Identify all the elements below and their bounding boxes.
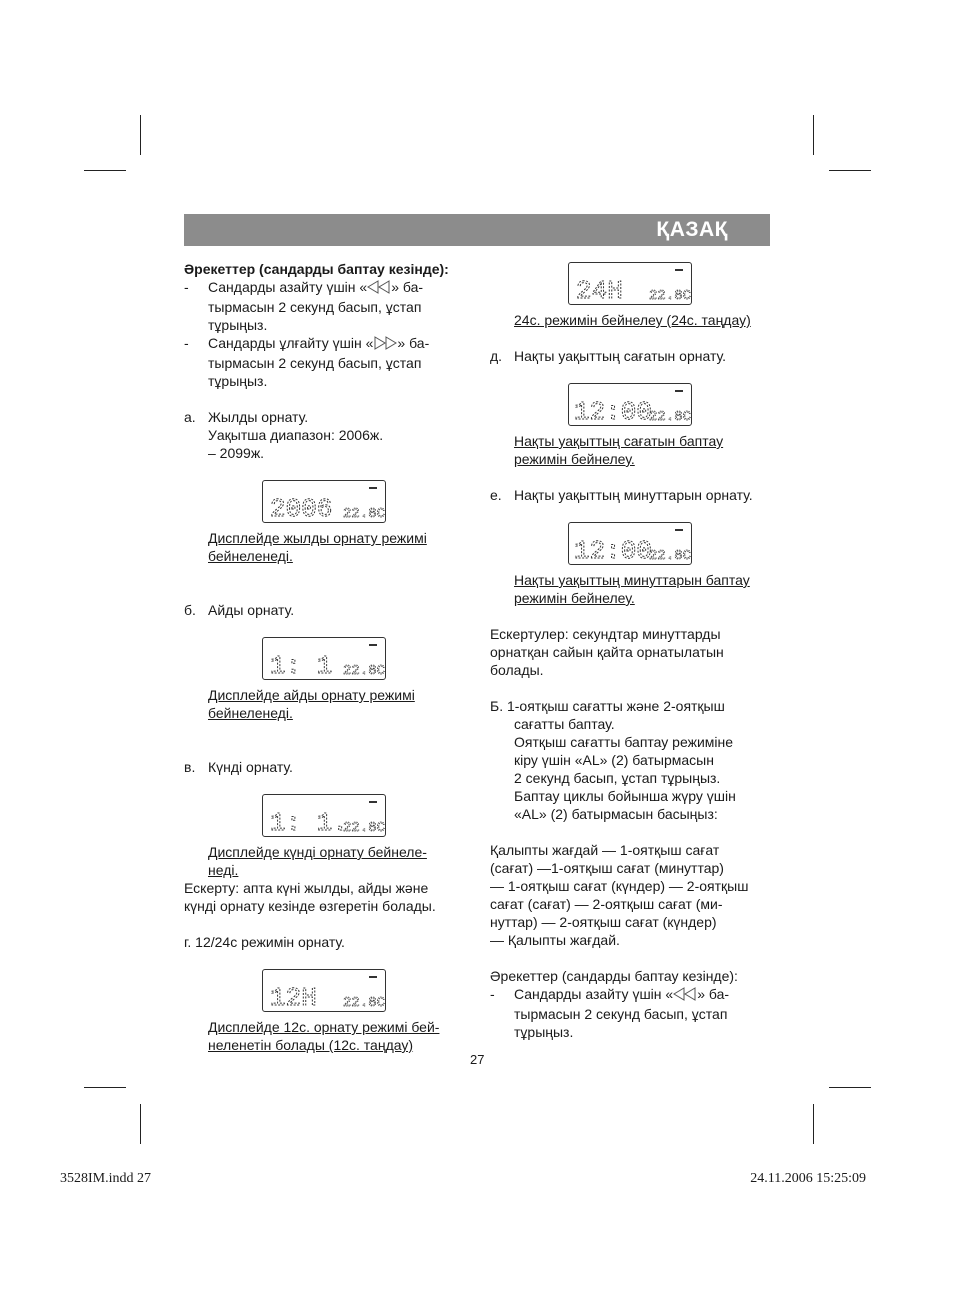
note-line: Ескертулер: секундтар минуттарды bbox=[490, 626, 721, 642]
item-text: » ба- bbox=[397, 335, 430, 351]
display-temperature: 22.8C bbox=[649, 409, 692, 425]
step-text: Б. 1-оятқыш сағатты және 2-оятқыш bbox=[490, 698, 725, 714]
step-text: сағатты баптау. bbox=[514, 716, 615, 732]
display-main-digits: 12:00 bbox=[574, 397, 653, 427]
lcd-display-12h bbox=[262, 969, 386, 1012]
display-temperature: 22.8C bbox=[343, 663, 386, 679]
note-line: күнді орнату кезінде өзгеретін болады. bbox=[184, 898, 436, 914]
step-text: «AL» (2) батырмасын басыңыз: bbox=[514, 806, 718, 822]
section-heading: Әрекеттер (сандарды баптау кезінде): bbox=[490, 968, 738, 984]
item-text: Сандарды азайту үшін « bbox=[514, 986, 674, 1002]
caption-line: режимін бейнелеу. bbox=[514, 590, 635, 606]
display-caption bbox=[184, 843, 472, 879]
step-text: Жылды орнату. bbox=[208, 409, 309, 425]
note-line: орнатқан сайын қайта орнатылатын bbox=[490, 644, 724, 660]
display-temperature: 22.8C bbox=[343, 995, 386, 1011]
caption-line: Нақты уақыттың минуттарын баптау bbox=[514, 572, 750, 588]
lcd-display-day bbox=[262, 794, 386, 837]
note-text bbox=[490, 625, 772, 679]
display-caption bbox=[184, 686, 472, 722]
note-line: Ескерту: апта күні жылды, айды және bbox=[184, 880, 429, 896]
display-temperature: 22.8C bbox=[649, 288, 692, 304]
footer-file-info: 3528IM.indd 27 bbox=[60, 1171, 151, 1186]
display-caption bbox=[490, 432, 772, 468]
step-b bbox=[184, 601, 472, 619]
crop-mark bbox=[84, 170, 126, 171]
lcd-display-year bbox=[262, 480, 386, 523]
step-marker: в. bbox=[184, 759, 196, 775]
cycle-sequence bbox=[490, 841, 772, 949]
right-column bbox=[490, 258, 772, 1041]
lcd-display-hours bbox=[568, 383, 692, 426]
caption-line: неді. bbox=[208, 862, 239, 878]
lcd-display-month bbox=[262, 637, 386, 680]
list-marker: - bbox=[490, 986, 495, 1002]
item-text: Сандарды азайту үшін « bbox=[208, 279, 368, 295]
cycle-line: — 1-оятқыш сағат (күндер) — 2-оятқыш bbox=[490, 878, 749, 894]
item-text: тұрыңыз. bbox=[514, 1024, 574, 1040]
display-main-digits: 24H bbox=[576, 276, 623, 306]
step-text: Баптау циклы бойынша жүру үшін bbox=[514, 788, 736, 804]
step-marker: д. bbox=[490, 348, 503, 364]
display-main-digits: 2006 bbox=[270, 494, 333, 524]
item-text: тырмасын 2 секунд басып, ұстап bbox=[514, 1006, 728, 1022]
step-d bbox=[490, 347, 772, 365]
caption-line: Дисплейде күнді орнату бейнеле- bbox=[208, 844, 427, 860]
item-text: тұрыңыз. bbox=[208, 373, 268, 389]
display-main-digits: 1: 1. bbox=[270, 808, 349, 838]
lcd-display-24h bbox=[568, 262, 692, 305]
cycle-line: сағат (сағат) — 2-оятқыш сағат (ми- bbox=[490, 896, 723, 912]
item-text: тұрыңыз. bbox=[208, 317, 268, 333]
crop-mark bbox=[140, 1104, 141, 1144]
crop-mark bbox=[140, 115, 141, 155]
cycle-line: Қалыпты жағдай — 1-оятқыш сағат bbox=[490, 842, 720, 858]
step-marker: а. bbox=[184, 409, 196, 425]
crop-mark bbox=[813, 1104, 814, 1144]
caption-line: Нақты уақыттың сағатын баптау bbox=[514, 433, 724, 449]
note-line: болады. bbox=[490, 662, 544, 678]
page-number: 27 bbox=[470, 1052, 485, 1067]
left-column bbox=[184, 260, 472, 1054]
item-text: » ба- bbox=[697, 986, 730, 1002]
item-text: » ба- bbox=[391, 279, 424, 295]
crop-mark bbox=[829, 1087, 871, 1088]
item-text: тырмасын 2 секунд басып, ұстап bbox=[208, 299, 422, 315]
note-text bbox=[184, 879, 472, 915]
step-text: Айды орнату. bbox=[208, 602, 295, 618]
language-title: ҚАЗАҚ bbox=[656, 218, 728, 241]
fast-forward-icon bbox=[373, 336, 397, 354]
display-caption bbox=[490, 311, 772, 329]
crop-mark bbox=[813, 115, 814, 155]
step-g: г. 12/24с режимін орнату. bbox=[184, 934, 345, 950]
caption-line: бейнеленеді. bbox=[208, 548, 293, 564]
section-heading: Әрекеттер (сандарды баптау кезінде): bbox=[184, 261, 449, 277]
caption-line: Дисплейде 12с. орнату режимі бей- bbox=[208, 1019, 440, 1035]
rewind-icon bbox=[673, 987, 697, 1005]
display-temperature: 22.8C bbox=[649, 548, 692, 564]
step-text: Оятқыш сағатты баптау режиміне bbox=[514, 734, 734, 750]
step-alarm-setup bbox=[490, 697, 772, 823]
crop-mark bbox=[829, 170, 871, 171]
step-text: – 2099ж. bbox=[208, 445, 265, 461]
list-item bbox=[490, 985, 772, 1041]
step-text: Уақытша диапазон: 2006ж. bbox=[208, 427, 384, 443]
step-text: кіру үшін «AL» (2) батырмасын bbox=[514, 752, 714, 768]
caption-line: режимін бейнелеу. bbox=[514, 451, 635, 467]
display-main-digits: 1: 1 bbox=[270, 651, 333, 681]
cycle-line: (сағат) —1-оятқыш сағат (минуттар) bbox=[490, 860, 724, 876]
display-caption bbox=[184, 1018, 472, 1054]
caption-line: бейнеленеді. bbox=[208, 705, 293, 721]
step-text: Нақты уақыттың минуттарын орнату. bbox=[514, 487, 753, 503]
list-marker: - bbox=[184, 335, 189, 351]
step-a bbox=[184, 408, 472, 462]
caption-line: 24с. режимін бейнелеу (24с. таңдау) bbox=[514, 312, 751, 328]
step-text: Нақты уақыттың сағатын орнату. bbox=[514, 348, 727, 364]
display-caption bbox=[184, 529, 472, 565]
step-marker: е. bbox=[490, 487, 502, 503]
item-text: Сандарды ұлғайту үшін « bbox=[208, 335, 374, 351]
list-marker: - bbox=[184, 279, 189, 295]
step-text: Күнді орнату. bbox=[208, 759, 293, 775]
cycle-line: — Қалыпты жағдай. bbox=[490, 932, 620, 948]
step-marker: б. bbox=[184, 602, 196, 618]
footer-timestamp: 24.11.2006 15:25:09 bbox=[750, 1171, 866, 1186]
display-main-digits: 12H bbox=[270, 983, 317, 1013]
crop-mark bbox=[84, 1087, 126, 1088]
step-v bbox=[184, 758, 472, 776]
list-item bbox=[184, 278, 472, 334]
step-text: 2 секунд басып, ұстап тұрыңыз. bbox=[514, 770, 721, 786]
language-header-bar bbox=[184, 214, 770, 246]
display-main-digits: 12:00 bbox=[574, 536, 653, 566]
cycle-line: нуттар) — 2-оятқыш сағат (күндер) bbox=[490, 914, 717, 930]
caption-line: неленетін болады (12с. таңдау) bbox=[208, 1037, 414, 1053]
rewind-icon bbox=[367, 280, 391, 298]
step-e bbox=[490, 486, 772, 504]
caption-line: Дисплейде айды орнату режимі bbox=[208, 687, 415, 703]
display-temperature: 22.8C bbox=[343, 506, 386, 522]
lcd-display-minutes bbox=[568, 522, 692, 565]
caption-line: Дисплейде жылды орнату режимі bbox=[208, 530, 427, 546]
display-temperature: 22.8C bbox=[343, 820, 386, 836]
list-item bbox=[184, 334, 472, 390]
item-text: тырмасын 2 секунд басып, ұстап bbox=[208, 355, 422, 371]
display-caption bbox=[490, 571, 772, 607]
